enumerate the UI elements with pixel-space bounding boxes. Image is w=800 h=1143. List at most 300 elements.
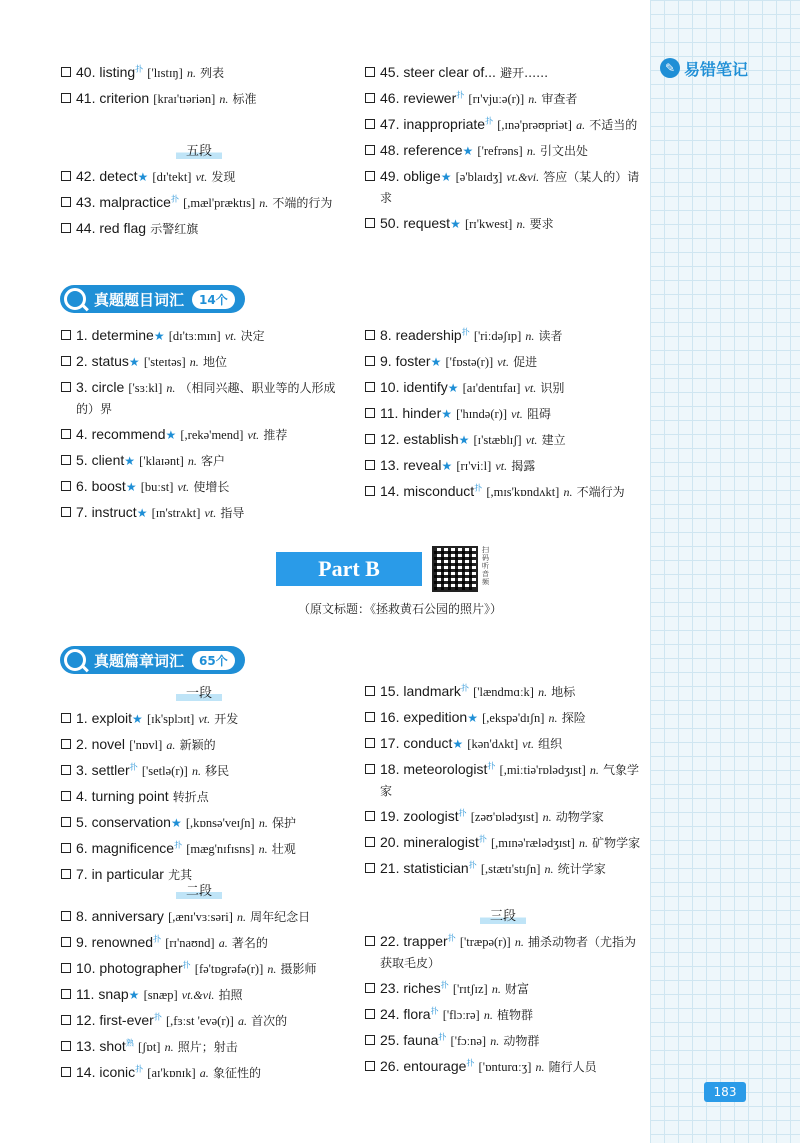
- vocab-entry: [364, 978, 642, 1000]
- checkbox-icon[interactable]: [365, 145, 375, 155]
- part-of-speech: a.: [237, 1014, 247, 1028]
- segment-3-column: [364, 931, 642, 1082]
- phonetic: [aɪ'kɒnɪk]: [147, 1066, 196, 1080]
- checkbox-icon[interactable]: [365, 837, 375, 847]
- superscript-mark: 扑: [153, 934, 162, 944]
- chinese-meaning: 转折点: [172, 790, 209, 804]
- star-mark-icon: ★: [153, 329, 165, 343]
- checkbox-icon[interactable]: [365, 218, 375, 228]
- chinese-meaning: 读者: [538, 329, 563, 343]
- star-mark-icon: ★: [128, 355, 140, 369]
- part-of-speech: n.: [259, 196, 269, 210]
- vocab-word: 47. inappropriate: [380, 116, 486, 132]
- vocab-word: 20. mineralogist: [380, 834, 479, 850]
- chinese-meaning: 不适当的: [589, 118, 638, 132]
- chinese-meaning: 新颖的: [179, 738, 216, 752]
- part-of-speech: n.: [548, 711, 558, 725]
- segment-title-5: 五段: [60, 142, 338, 162]
- checkbox-icon[interactable]: [61, 382, 71, 392]
- star-mark-icon: ★: [450, 217, 461, 231]
- checkbox-icon[interactable]: [365, 936, 375, 946]
- source-title: （原文标题：《拯救黄石公园的照片》）: [297, 602, 502, 616]
- part-of-speech: n.: [267, 962, 277, 976]
- phonetic: [dɪ'tekt]: [152, 170, 192, 184]
- phonetic: [rɪ'viːl]: [456, 459, 492, 473]
- part-of-speech: n.: [258, 842, 268, 856]
- page-number: 183: [704, 1082, 746, 1102]
- phonetic: [buːst]: [140, 480, 174, 494]
- magnifier-icon: [64, 649, 86, 671]
- checkbox-icon[interactable]: [61, 911, 71, 921]
- vocab-entry: [364, 351, 642, 373]
- phonetic: ['riːdəʃɪp]: [473, 329, 522, 343]
- vocab-word: 21. statistician: [380, 860, 469, 876]
- chinese-meaning: 统计学家: [557, 862, 606, 876]
- star-mark-icon: ★: [447, 381, 459, 395]
- vocab-entry: [364, 1056, 642, 1078]
- chinese-meaning: 阻碍: [526, 407, 551, 421]
- superscript-mark: 扑: [135, 64, 144, 74]
- chinese-meaning: 建立: [541, 433, 566, 447]
- vocab-entry: [364, 681, 642, 703]
- part-of-speech: vt.: [195, 170, 208, 184]
- part-of-speech: n.: [544, 862, 554, 876]
- chinese-meaning: 气象学家: [380, 763, 640, 798]
- vocab-word: 50. request: [380, 215, 451, 231]
- phonetic: ['lɪstɪŋ]: [147, 66, 183, 80]
- superscript-mark: 扑: [430, 1006, 439, 1016]
- superscript-mark: 扑: [466, 1058, 475, 1068]
- vocab-word: 16. expedition: [380, 709, 468, 725]
- chinese-meaning: 随行人员: [548, 1060, 597, 1074]
- checkbox-icon[interactable]: [365, 119, 375, 129]
- phonetic: ['ɒnturɑːʒ]: [478, 1060, 532, 1074]
- vocab-word: 4. turning point: [76, 788, 169, 804]
- part-of-speech: vt.: [495, 459, 508, 473]
- chinese-meaning: 壮观: [271, 842, 296, 856]
- part-of-speech: n.: [516, 217, 526, 231]
- part-of-speech: n.: [542, 810, 552, 824]
- vocab-entry: [364, 733, 642, 755]
- vocab-entry: [60, 377, 338, 420]
- star-mark-icon: ★: [137, 170, 149, 184]
- checkbox-icon[interactable]: [61, 739, 71, 749]
- vocab-entry: [364, 759, 642, 802]
- superscript-mark: 熟: [125, 1038, 134, 1048]
- chinese-meaning: 指导: [220, 506, 245, 520]
- star-mark-icon: ★: [170, 816, 182, 830]
- star-mark-icon: ★: [430, 355, 442, 369]
- phonetic: ['rɪtʃɪz]: [452, 982, 488, 996]
- chinese-meaning: 地位: [202, 355, 227, 369]
- vocab-word: 3. circle: [76, 379, 125, 395]
- chinese-meaning: 示警红旗: [150, 222, 199, 236]
- chinese-meaning: 财富: [505, 982, 530, 996]
- chinese-meaning: 地标: [551, 685, 576, 699]
- phonetic: [,rekə'mend]: [180, 428, 244, 442]
- section-header-question-vocab: [60, 285, 245, 313]
- chinese-meaning: 要求: [529, 217, 554, 231]
- vocab-word: 18. meteorologist: [380, 761, 488, 777]
- checkbox-icon[interactable]: [365, 983, 375, 993]
- vocab-entry: [60, 424, 338, 446]
- qr-code-icon[interactable]: [432, 546, 478, 592]
- phonetic: [,fɜːst 'evə(r)]: [165, 1014, 234, 1028]
- vocab-entry: [364, 88, 642, 110]
- part-of-speech: n.: [538, 685, 548, 699]
- checkbox-icon[interactable]: [61, 429, 71, 439]
- part-of-speech: n.: [563, 485, 573, 499]
- vocab-entry: [60, 786, 338, 808]
- checkbox-icon[interactable]: [61, 223, 71, 233]
- vocab-word: 24. flora: [380, 1006, 431, 1022]
- checkbox-icon[interactable]: [61, 1041, 71, 1051]
- checkbox-icon[interactable]: [365, 1061, 375, 1071]
- checkbox-icon[interactable]: [61, 869, 71, 879]
- vocab-word: 45. steer clear of...: [380, 64, 496, 80]
- part-of-speech: n.: [535, 1060, 545, 1074]
- star-mark-icon: ★: [452, 737, 464, 751]
- chinese-meaning: 推荐: [263, 428, 288, 442]
- part-of-speech: vt.: [247, 428, 260, 442]
- phonetic: ['lændmɑːk]: [473, 685, 534, 699]
- vocab-entry: [364, 1030, 642, 1052]
- checkbox-icon[interactable]: [61, 1015, 71, 1025]
- part-of-speech: n.: [164, 1040, 174, 1054]
- phonetic: [snæp]: [143, 988, 178, 1002]
- magnifier-icon: [64, 288, 86, 310]
- vocab-word: 12. establish: [380, 431, 459, 447]
- word-count-badge: 14个: [192, 290, 235, 309]
- phonetic: ['flɔːrə]: [442, 1008, 480, 1022]
- part-of-speech: vt.&vi.: [181, 988, 215, 1002]
- vocab-word: 10. identify: [380, 379, 448, 395]
- segment-2-column: [60, 906, 338, 1088]
- vocab-word: 10. photographer: [76, 960, 183, 976]
- vocab-entry: [60, 838, 338, 860]
- checkbox-icon[interactable]: [61, 455, 71, 465]
- vocab-entry: [60, 325, 338, 347]
- phonetic: ['nɒvl]: [129, 738, 163, 752]
- part-of-speech: vt.&vi.: [506, 170, 540, 184]
- phonetic: [,ekspə'dɪʃn]: [482, 711, 545, 725]
- part-of-speech: n.: [589, 763, 599, 777]
- superscript-mark: 扑: [468, 860, 477, 870]
- part-of-speech: n.: [526, 144, 536, 158]
- checkbox-icon[interactable]: [365, 712, 375, 722]
- checkbox-icon[interactable]: [365, 686, 375, 696]
- part-of-speech: vt.: [511, 407, 523, 421]
- vocab-word: 25. fauna: [380, 1032, 439, 1048]
- phonetic: ['klaɪənt]: [139, 454, 184, 468]
- vocab-entry: [60, 708, 338, 730]
- vocab-entry: [60, 476, 338, 498]
- chinese-meaning: 捕杀动物者（尤指为获取毛皮）: [380, 935, 636, 970]
- vocab-entry: [364, 481, 642, 503]
- part-of-speech: vt.: [177, 480, 190, 494]
- superscript-mark: 扑: [153, 1012, 162, 1022]
- checkbox-icon[interactable]: [365, 764, 375, 774]
- part-of-speech: n.: [189, 355, 199, 369]
- part-of-speech: n.: [191, 764, 201, 778]
- superscript-mark: 扑: [182, 960, 191, 970]
- star-mark-icon: ★: [441, 407, 452, 421]
- vocab-entry: [60, 906, 338, 928]
- vocab-entry: [60, 1036, 338, 1058]
- vocab-entry: [60, 62, 338, 84]
- vocab-word: 12. first-ever: [76, 1012, 154, 1028]
- chinese-meaning: 不端行为: [576, 485, 625, 499]
- qr-caption: 扫码听音频: [482, 546, 489, 586]
- checkbox-icon[interactable]: [61, 713, 71, 723]
- phonetic: [,ænɪ'vɜːsəri]: [168, 910, 233, 924]
- chinese-meaning: 移民: [205, 764, 230, 778]
- checkbox-icon[interactable]: [61, 330, 71, 340]
- chinese-meaning: （相同兴趣、职业等的人形成的）界: [76, 381, 336, 416]
- checkbox-icon[interactable]: [365, 356, 375, 366]
- vocab-word: 11. snap: [76, 986, 129, 1002]
- vocab-word: 9. renowned: [76, 934, 154, 950]
- vocab-word: 6. boost: [76, 478, 126, 494]
- chinese-meaning: 揭露: [511, 459, 536, 473]
- vocab-entry: [364, 213, 642, 235]
- vocab-entry: [60, 1010, 338, 1032]
- part-of-speech: n.: [483, 1008, 493, 1022]
- phonetic: [fə'tɒgrəfə(r)]: [194, 962, 264, 976]
- vocab-word: 26. entourage: [380, 1058, 467, 1074]
- chinese-meaning: 拍照: [218, 988, 243, 1002]
- vocab-word: 44. red flag: [76, 220, 147, 236]
- vocab-entry: [364, 858, 642, 880]
- section-header-passage-vocab: [60, 646, 245, 674]
- vocab-word: 46. reviewer: [380, 90, 457, 106]
- checkbox-icon[interactable]: [61, 989, 71, 999]
- checkbox-icon[interactable]: [61, 843, 71, 853]
- vocab-word: 17. conduct: [380, 735, 453, 751]
- vocab-entry: [60, 932, 338, 954]
- star-mark-icon: ★: [128, 988, 140, 1002]
- vocab-word: 1. determine: [76, 327, 154, 343]
- word-count-badge: 65个: [192, 651, 235, 670]
- vocab-word: 3. settler: [76, 762, 130, 778]
- part-of-speech: a.: [576, 118, 586, 132]
- phonetic: [ə'blaɪdʒ]: [455, 170, 503, 184]
- phonetic: [ɪn'strʌkt]: [151, 506, 201, 520]
- chinese-meaning: 摄影师: [280, 962, 317, 976]
- star-mark-icon: ★: [125, 480, 137, 494]
- chinese-meaning: 矿物学家: [592, 836, 641, 850]
- checkbox-icon[interactable]: [61, 1067, 71, 1077]
- vocab-entry: [60, 984, 338, 1006]
- phonetic: ['fɒstə(r)]: [445, 355, 494, 369]
- vocab-word: 6. magnificence: [76, 840, 175, 856]
- checkbox-icon[interactable]: [61, 791, 71, 801]
- phonetic: [kən'dʌkt]: [467, 737, 519, 751]
- star-mark-icon: ★: [441, 459, 453, 473]
- checkbox-icon[interactable]: [365, 460, 375, 470]
- vocab-word: 13. shot: [76, 1038, 126, 1054]
- part-of-speech: n.: [490, 1034, 500, 1048]
- checkbox-icon[interactable]: [61, 356, 71, 366]
- phonetic: [dɪ'tɜːmɪn]: [168, 329, 221, 343]
- segment-1-column: [60, 708, 338, 890]
- vocab-entry: [60, 734, 338, 756]
- chinese-meaning: 开发: [214, 712, 239, 726]
- superscript-mark: 扑: [440, 980, 449, 990]
- superscript-mark: 扑: [174, 840, 183, 850]
- checkbox-icon[interactable]: [61, 817, 71, 827]
- superscript-mark: 扑: [460, 683, 469, 693]
- part-of-speech: n.: [237, 910, 247, 924]
- checkbox-icon[interactable]: [365, 171, 375, 181]
- vocab-entry: [364, 166, 642, 209]
- superscript-mark: 扑: [456, 90, 465, 100]
- segment-title-2: 二段: [60, 882, 338, 902]
- chinese-meaning: 植物群: [496, 1008, 533, 1022]
- phonetic: ['fɔːnə]: [450, 1034, 487, 1048]
- vocab-entry: [60, 502, 338, 524]
- section1-right-column: [364, 325, 642, 507]
- chinese-meaning: 周年纪念日: [250, 910, 311, 924]
- chinese-meaning: 照片；射击: [177, 1040, 238, 1054]
- phonetic: [mæg'nɪfɪsns]: [186, 842, 255, 856]
- checkbox-icon[interactable]: [365, 863, 375, 873]
- star-mark-icon: ★: [440, 170, 452, 184]
- phonetic: [zəʊ'ɒlədʒɪst]: [470, 810, 539, 824]
- superscript-mark: 扑: [135, 1064, 144, 1074]
- vocab-word: 43. malpractice: [76, 194, 171, 210]
- checkbox-icon[interactable]: [365, 434, 375, 444]
- star-mark-icon: ★: [467, 711, 478, 725]
- vocab-word: 14. misconduct: [380, 483, 475, 499]
- part-of-speech: vt.: [198, 712, 211, 726]
- phonetic: [kraɪ'tɪəriən]: [153, 92, 216, 106]
- checkbox-icon[interactable]: [365, 67, 375, 77]
- superscript-mark: 扑: [461, 327, 470, 337]
- chinese-meaning: 列表: [200, 66, 225, 80]
- checkbox-icon[interactable]: [365, 811, 375, 821]
- phonetic: [,stætɪ'stɪʃn]: [480, 862, 541, 876]
- part-b-banner: Part B: [276, 552, 422, 586]
- vocab-word: 2. novel: [76, 736, 126, 752]
- vocab-entry: [364, 325, 642, 347]
- chinese-meaning: 组织: [538, 737, 563, 751]
- part-of-speech: n.: [578, 836, 588, 850]
- superscript-mark: 扑: [474, 483, 483, 493]
- chinese-meaning: 动物群: [503, 1034, 540, 1048]
- checkbox-icon[interactable]: [365, 330, 375, 340]
- vocab-entry: [60, 218, 338, 240]
- part-of-speech: vt.: [522, 737, 534, 751]
- checkbox-icon[interactable]: [61, 937, 71, 947]
- chinese-meaning: 使增长: [193, 480, 230, 494]
- superscript-mark: 扑: [458, 808, 467, 818]
- vocab-entry: [60, 166, 338, 188]
- checkbox-icon[interactable]: [61, 507, 71, 517]
- chinese-meaning: 审查者: [541, 92, 578, 106]
- part-of-speech: n.: [186, 66, 196, 80]
- checkbox-icon[interactable]: [365, 1035, 375, 1045]
- checkbox-icon[interactable]: [61, 963, 71, 973]
- part-of-speech: n.: [187, 454, 197, 468]
- phonetic: [,miːtiə'rɒlədʒɪst]: [499, 763, 586, 777]
- vocab-entry: [364, 707, 642, 729]
- checkbox-icon[interactable]: [61, 93, 71, 103]
- part-of-speech: n.: [491, 982, 501, 996]
- checkbox-icon[interactable]: [61, 171, 71, 181]
- vocab-entry: [60, 760, 338, 782]
- part-of-speech: vt.: [204, 506, 217, 520]
- checkbox-icon[interactable]: [365, 93, 375, 103]
- chinese-meaning: 促进: [513, 355, 538, 369]
- vocab-word: 48. reference: [380, 142, 463, 158]
- part-of-speech: n.: [166, 381, 176, 395]
- vocab-entry: [364, 377, 642, 399]
- chinese-meaning: 发现: [211, 170, 236, 184]
- part-of-speech: a.: [166, 738, 176, 752]
- checkbox-icon[interactable]: [365, 1009, 375, 1019]
- checkbox-icon[interactable]: [61, 765, 71, 775]
- top-left-column: [60, 62, 338, 114]
- vocab-entry: [60, 450, 338, 472]
- checkbox-icon[interactable]: [61, 481, 71, 491]
- part-of-speech: n.: [219, 92, 229, 106]
- checkbox-icon[interactable]: [61, 67, 71, 77]
- checkbox-icon[interactable]: [61, 197, 71, 207]
- checkbox-icon[interactable]: [365, 382, 375, 392]
- phonetic: ['hɪndə(r)]: [456, 407, 507, 421]
- superscript-mark: 扑: [129, 762, 138, 772]
- checkbox-icon[interactable]: [365, 486, 375, 496]
- phonetic: [,kɒnsə'veɪʃn]: [185, 816, 255, 830]
- pencil-icon: ✎: [660, 58, 680, 78]
- vocab-word: 7. in particular: [76, 866, 164, 882]
- vocab-word: 13. reveal: [380, 457, 442, 473]
- vocab-entry: [364, 806, 642, 828]
- star-mark-icon: ★: [124, 454, 136, 468]
- phonetic: ['sɜːkl]: [128, 381, 163, 395]
- part-of-speech: a.: [199, 1066, 209, 1080]
- phonetic: [rɪ'naʊnd]: [165, 936, 215, 950]
- phonetic: [aɪ'dentɪfaɪ]: [462, 381, 521, 395]
- vocab-entry: [60, 88, 338, 110]
- vocab-word: 19. zoologist: [380, 808, 459, 824]
- vocab-word: 4. recommend: [76, 426, 166, 442]
- vocab-entry: [364, 931, 642, 974]
- phonetic: [,mɪnə'rælədʒɪst]: [490, 836, 575, 850]
- vocab-word: 5. client: [76, 452, 125, 468]
- star-mark-icon: ★: [458, 433, 470, 447]
- segment-5-column: [60, 166, 338, 244]
- star-mark-icon: ★: [462, 144, 474, 158]
- vocab-entry: [60, 1062, 338, 1084]
- section-title: 真题篇章词汇: [94, 651, 185, 670]
- vocab-word: 9. foster: [380, 353, 431, 369]
- phonetic: ['træpə(r)]: [459, 935, 511, 949]
- checkbox-icon[interactable]: [365, 738, 375, 748]
- chinese-meaning: 探险: [561, 711, 586, 725]
- phonetic: ['setlə(r)]: [141, 764, 188, 778]
- vocab-entry: [364, 114, 642, 136]
- chinese-meaning: 尤其: [168, 868, 193, 882]
- phonetic: [,mɪs'kɒndʌkt]: [486, 485, 560, 499]
- chinese-meaning: 象征性的: [212, 1066, 261, 1080]
- vocab-entry: [60, 812, 338, 834]
- vocab-word: 41. criterion: [76, 90, 150, 106]
- chinese-meaning: 动物学家: [555, 810, 604, 824]
- phonetic: ['refrəns]: [477, 144, 523, 158]
- checkbox-icon[interactable]: [365, 408, 375, 418]
